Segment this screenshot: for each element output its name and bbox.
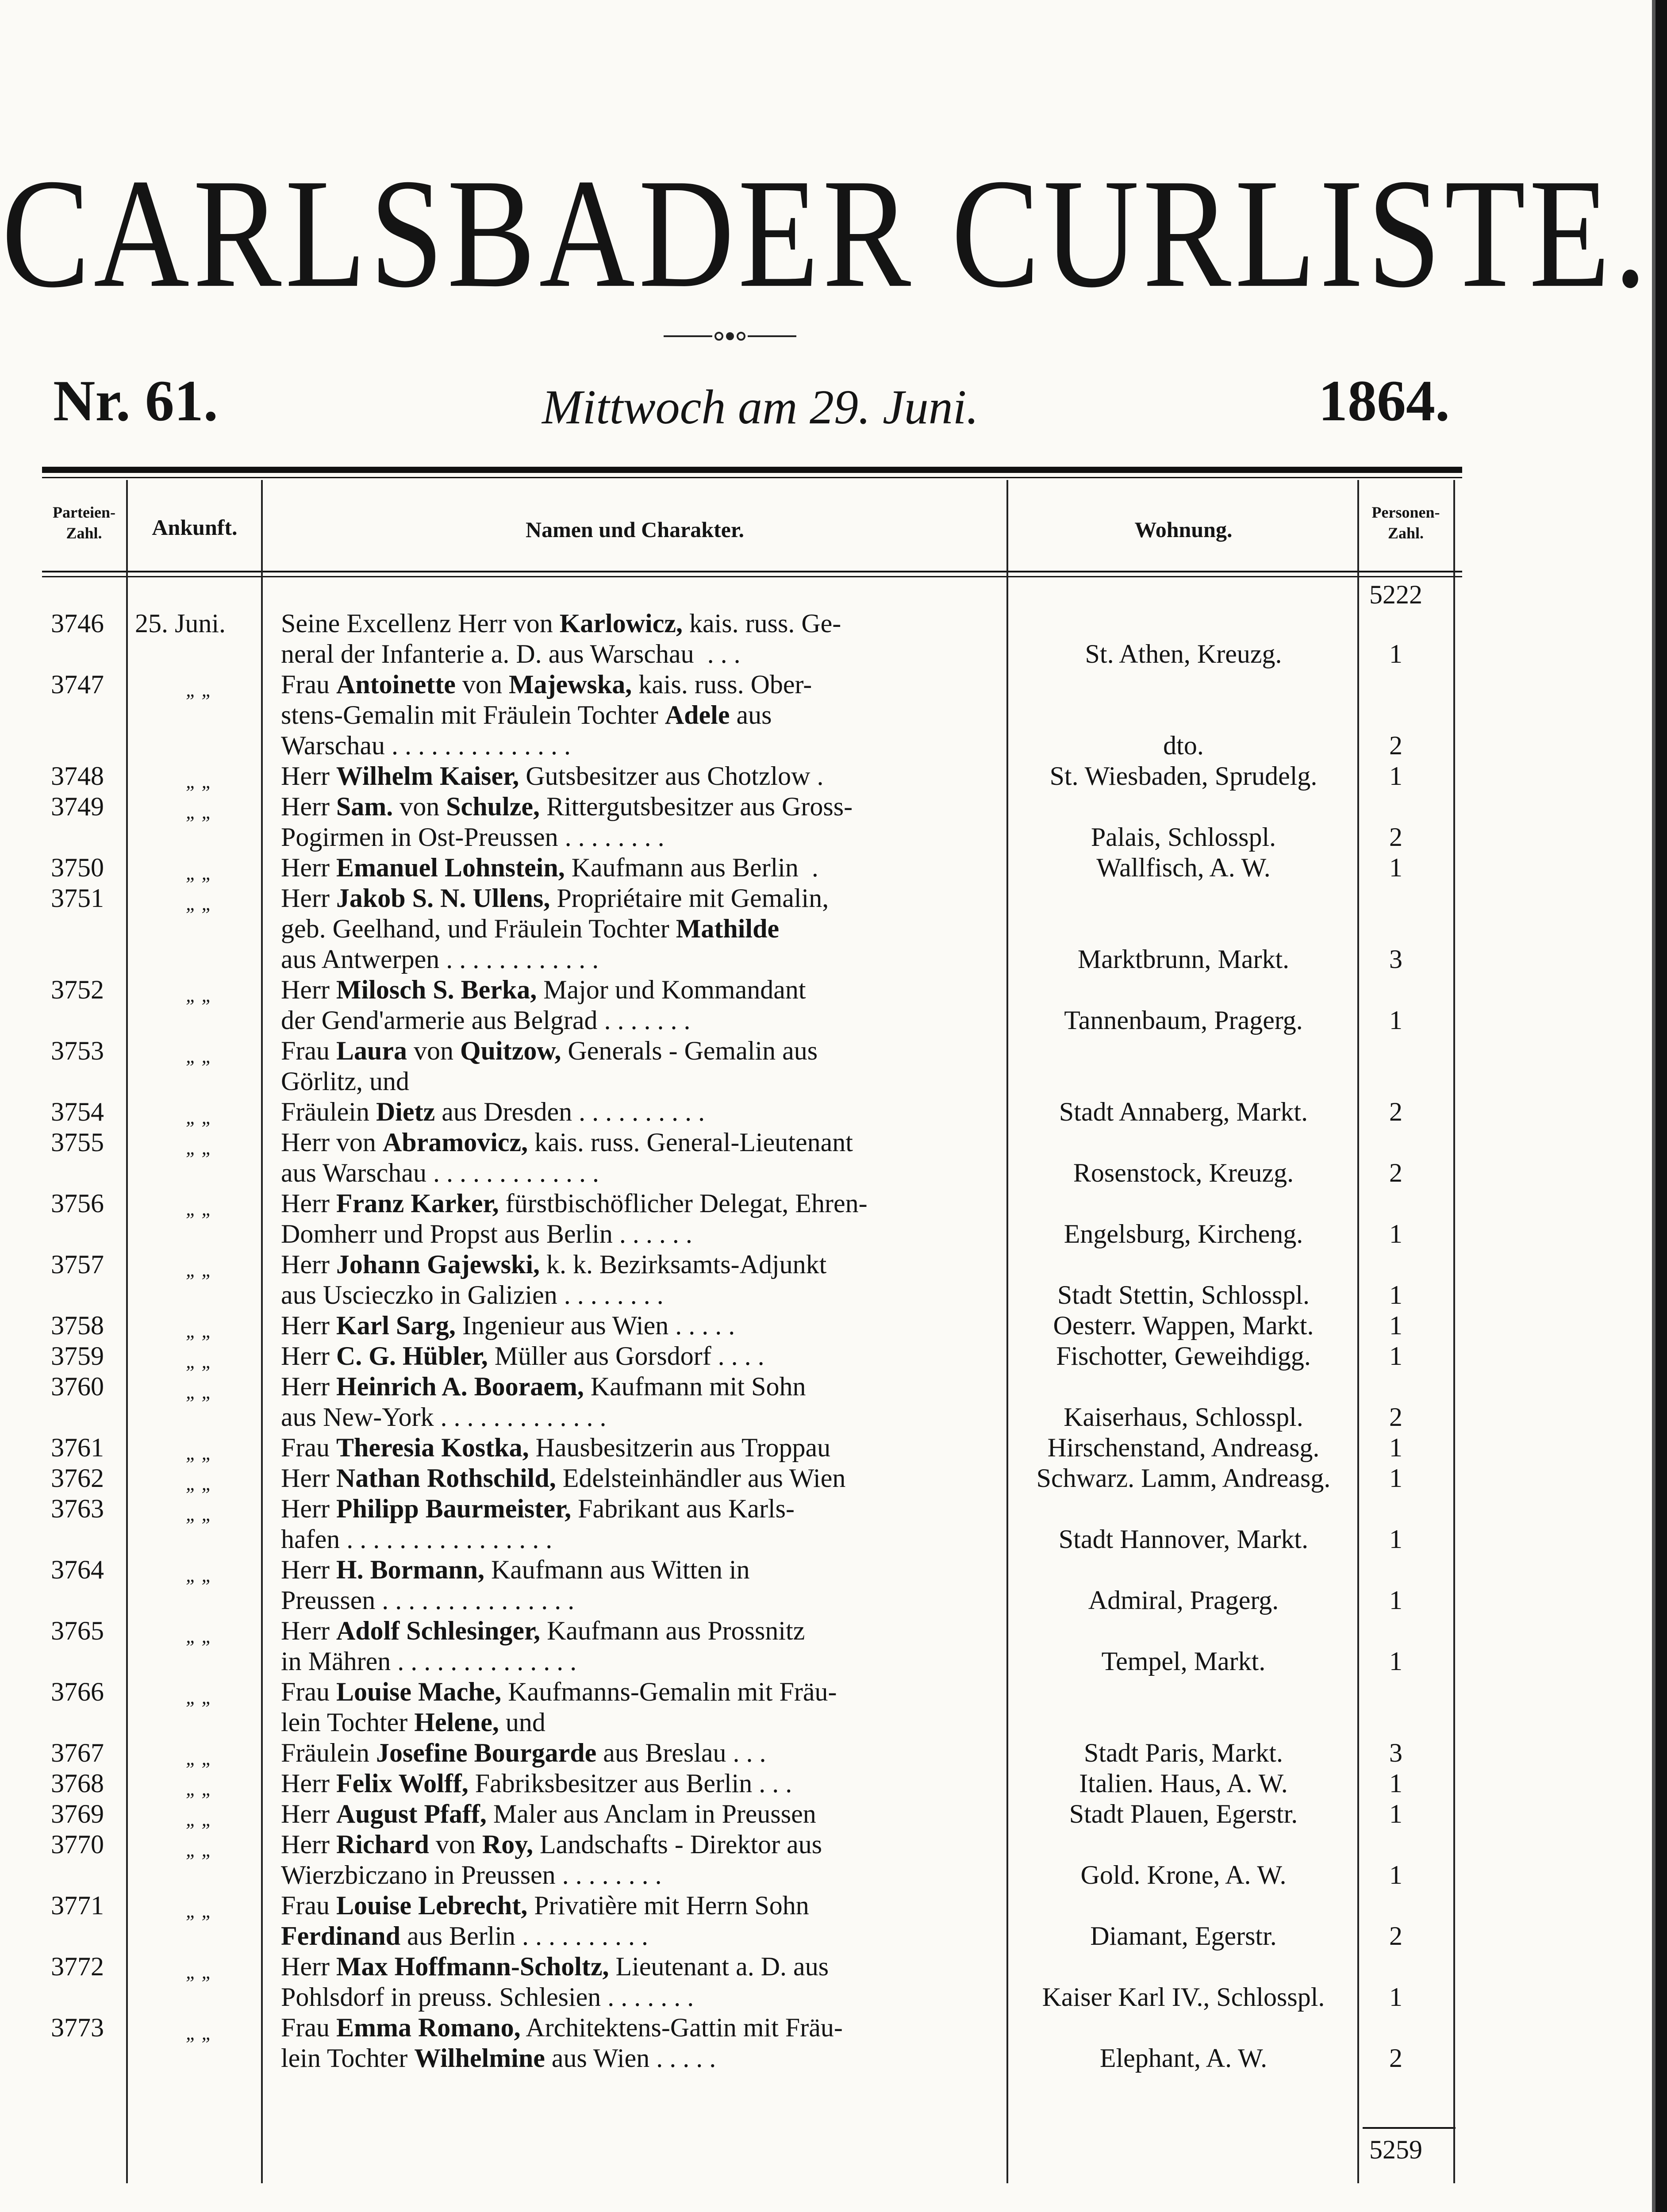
entry-persons: 1	[1389, 1586, 1402, 1615]
entry-persons: 1	[1389, 1006, 1402, 1035]
entry-arrival: „ „	[186, 1839, 212, 1861]
entry-persons: 2	[1389, 822, 1402, 852]
entry-number: 3759	[51, 1341, 104, 1371]
entry-number: 3751	[51, 883, 104, 913]
entry-name-character: Herr Franz Karker, fürstbischöflicher Delegat, Ehren- Domherr und Propst aus Berlin . . . . . .	[281, 1189, 868, 1248]
entry-number: 3764	[51, 1555, 104, 1584]
entry-arrival: „ „	[186, 1564, 212, 1586]
entry-name-character: Frau Antoinette von Majewska, kais. russ. Ober- stens-Gemalin mit Fräulein Tochter Adele aus Warschau . . . . . . . . . . . . . .	[281, 670, 812, 760]
ornament-divider	[664, 327, 796, 345]
entry-arrival: „ „	[186, 893, 212, 914]
entry-number: 3757	[51, 1250, 104, 1279]
entry-persons: 1	[1389, 1799, 1402, 1828]
entry-number: 3763	[51, 1494, 104, 1523]
entry-number: 3772	[51, 1952, 104, 1981]
entry-name-character: Herr Karl Sarg, Ingenieur aus Wien . . . . .	[281, 1311, 735, 1340]
entry-name-character: Herr Nathan Rothschild, Edelsteinhändler aus Wien	[281, 1463, 846, 1493]
issue-date: Mittwoch am 29. Juni.	[542, 380, 979, 434]
column-header-namen: Namen und Charakter.	[525, 517, 745, 542]
entry-number: 3769	[51, 1799, 104, 1828]
entry-residence: Engelsburg, Kircheng.	[1064, 1219, 1303, 1248]
entry-number: 3752	[51, 975, 104, 1004]
carry-over-total: 5222	[1369, 580, 1422, 609]
column-header-wohnung: Wohnung.	[1134, 517, 1233, 542]
entry-residence: Stadt Stettin, Schlosspl.	[1057, 1280, 1310, 1310]
entry-residence: Fischotter, Geweihdigg.	[1056, 1341, 1311, 1371]
col-line-3	[1006, 480, 1008, 2183]
entry-persons: 1	[1389, 1860, 1402, 1889]
entry-persons: 1	[1389, 1647, 1402, 1676]
entry-number: 3771	[51, 1891, 104, 1920]
entry-persons: 1	[1389, 1982, 1402, 2012]
entry-persons: 1	[1389, 761, 1402, 791]
entry-name-character: Herr Wilhelm Kaiser, Gutsbesitzer aus Chotzlow .	[281, 761, 824, 791]
entry-residence: Palais, Schlosspl.	[1091, 822, 1276, 852]
entry-persons: 2	[1389, 1158, 1402, 1187]
entry-arrival: „ „	[186, 1900, 212, 1922]
entry-persons: 3	[1389, 1738, 1402, 1767]
entry-arrival: „ „	[186, 771, 212, 792]
entry-arrival: „ „	[186, 1473, 212, 1494]
entry-name-character: Herr H. Bormann, Kaufmann aus Witten in Preussen . . . . . . . . . . . . . . .	[281, 1555, 750, 1615]
entry-persons: 1	[1389, 1341, 1402, 1371]
entry-number: 3760	[51, 1372, 104, 1401]
entry-number: 3765	[51, 1616, 104, 1645]
entry-arrival: „ „	[186, 801, 212, 823]
entry-name-character: Frau Laura von Quitzow, Generals - Gemalin aus Görlitz, und	[281, 1036, 818, 1096]
entry-residence: St. Athen, Kreuzg.	[1085, 639, 1282, 668]
entry-persons: 1	[1389, 1219, 1402, 1248]
entry-persons: 1	[1389, 1280, 1402, 1310]
entry-arrival: „ „	[186, 1961, 212, 1983]
entry-arrival: „ „	[186, 984, 212, 1006]
issue-number: Nr. 61.	[53, 368, 218, 433]
entry-name-character: Frau Theresia Kostka, Hausbesitzerin aus Troppau	[281, 1433, 831, 1462]
entry-arrival: „ „	[186, 1625, 212, 1647]
entry-persons: 1	[1389, 1463, 1402, 1493]
entry-persons: 3	[1389, 945, 1402, 974]
entry-persons: 1	[1389, 1433, 1402, 1462]
entry-persons: 2	[1389, 1402, 1402, 1432]
entry-arrival: „ „	[186, 1686, 212, 1708]
entry-name-character: Herr Sam. von Schulze, Rittergutsbesitzer aus Gross- Pogirmen in Ost-Preussen . . . . . . . .	[281, 792, 853, 852]
column-header-parteien: Parteien-Zahl.	[53, 503, 115, 542]
entry-number: 3766	[51, 1677, 104, 1706]
entry-residence: Italien. Haus, A. W.	[1079, 1769, 1288, 1798]
entry-residence: Gold. Krone, A. W.	[1080, 1860, 1287, 1889]
entry-residence: Marktbrunn, Markt.	[1077, 945, 1290, 974]
entry-number: 3754	[51, 1097, 104, 1126]
page-title: CARLSBADER CURLISTE.	[1, 146, 1651, 320]
entry-arrival: „ „	[186, 1747, 212, 1769]
entry-residence: Admiral, Pragerg.	[1088, 1586, 1279, 1615]
entry-name-character: Seine Excellenz Herr von Karlowicz, kais. russ. Ge- neral der Infanterie a. D. aus Warschau . . .	[281, 609, 841, 668]
entry-arrival: „ „	[186, 1503, 212, 1525]
entry-name-character: Herr Philipp Baurmeister, Fabrikant aus Karls- hafen . . . . . . . . . . . . . . . .	[281, 1494, 795, 1554]
entry-name-character: Frau Emma Romano, Architektens-Gattin mit Fräu- lein Tochter Wilhelmine aus Wien . . . . .	[281, 2013, 843, 2073]
entry-arrival: „ „	[186, 1045, 212, 1067]
book-spine-edge	[1655, 0, 1667, 2212]
entry-persons: 2	[1389, 1921, 1402, 1951]
entry-arrival: „ „	[186, 1351, 212, 1372]
entry-persons: 2	[1389, 731, 1402, 760]
entry-persons: 1	[1389, 1769, 1402, 1798]
entry-arrival: „ „	[186, 2022, 212, 2044]
entry-persons: 2	[1389, 1097, 1402, 1126]
entry-residence: Tempel, Markt.	[1101, 1647, 1266, 1676]
entry-name-character: Frau Louise Lebrecht, Privatière mit Herrn Sohn Ferdinand aus Berlin . . . . . . . . . .	[281, 1891, 809, 1951]
header-bottom-rule	[42, 571, 1462, 572]
entry-number: 3773	[51, 2013, 104, 2042]
entry-number: 3762	[51, 1463, 104, 1493]
entry-name-character: Fräulein Dietz aus Dresden . . . . . . . . . .	[281, 1097, 705, 1126]
entry-name-character: Herr Heinrich A. Booraem, Kaufmann mit Sohn aus New-York . . . . . . . . . . . . .	[281, 1372, 806, 1432]
entry-residence: Wallfisch, A. W.	[1096, 853, 1271, 882]
entry-arrival: „ „	[186, 1320, 212, 1342]
entry-residence: Schwarz. Lamm, Andreasg.	[1036, 1463, 1331, 1493]
entry-residence: Kaiser Karl IV., Schlosspl.	[1042, 1982, 1325, 2012]
entry-name-character: Herr Adolf Schlesinger, Kaufmann aus Prossnitz in Mähren . . . . . . . . . . . . . .	[281, 1616, 805, 1676]
entry-residence: Hirschenstand, Andreasg.	[1047, 1433, 1320, 1462]
entry-number: 3746	[51, 609, 104, 638]
entry-number: 3748	[51, 761, 104, 791]
entry-number: 3758	[51, 1311, 104, 1340]
entry-number: 3761	[51, 1433, 104, 1462]
entry-residence: Stadt Plauen, Egerstr.	[1069, 1799, 1298, 1828]
entry-residence: Elephant, A. W.	[1099, 2043, 1268, 2073]
book-spine-shadow	[1652, 0, 1655, 2212]
entry-arrival: „ „	[186, 1198, 212, 1220]
entry-name-character: Herr Milosch S. Berka, Major und Kommandant der Gend'armerie aus Belgrad . . . . . . .	[281, 975, 806, 1035]
issue-year: 1864.	[1318, 368, 1450, 433]
entry-number: 3756	[51, 1189, 104, 1218]
entry-number: 3767	[51, 1738, 104, 1767]
header-bottom-rule-2	[42, 576, 1462, 577]
col-line-1	[126, 480, 128, 2183]
column-header-personen: Personen-Zahl.	[1371, 503, 1440, 542]
col-line-5	[1453, 480, 1455, 2183]
entry-residence: Stadt Hannover, Markt.	[1058, 1525, 1309, 1554]
col-line-4	[1357, 480, 1359, 2183]
entry-arrival: „ „	[186, 862, 212, 884]
table-top-rule-thin	[42, 477, 1462, 478]
entry-arrival: „ „	[186, 679, 212, 701]
entry-persons: 1	[1389, 853, 1402, 882]
entry-name-character: Herr Johann Gajewski, k. k. Bezirksamts-Adjunkt aus Uscieczko in Galizien . . . . . . . .	[281, 1250, 827, 1310]
entry-residence: Stadt Paris, Markt.	[1084, 1738, 1283, 1767]
sum-rule-bottom	[1363, 2127, 1456, 2129]
entry-arrival: „ „	[186, 1809, 212, 1830]
entry-arrival: „ „	[186, 1137, 212, 1159]
table-top-rule	[42, 467, 1462, 473]
entry-name-character: Herr Emanuel Lohnstein, Kaufmann aus Berlin .	[281, 853, 818, 882]
entry-residence: Diamant, Egerstr.	[1090, 1921, 1277, 1951]
entry-arrival: „ „	[186, 1778, 212, 1800]
entry-residence: dto.	[1163, 731, 1204, 760]
entry-name-character: Herr Richard von Roy, Landschafts - Direktor aus Wierzbiczano in Preussen . . . . . . . .	[281, 1830, 822, 1889]
entry-name-character: Frau Louise Mache, Kaufmanns-Gemalin mit Fräu- lein Tochter Helene, und	[281, 1677, 837, 1737]
entry-number: 3768	[51, 1769, 104, 1798]
entry-arrival: 25. Juni.	[135, 609, 226, 638]
entry-name-character: Herr von Abramovicz, kais. russ. General-Lieutenant aus Warschau . . . . . . . . . . . . .	[281, 1128, 853, 1187]
entry-residence: Kaiserhaus, Schlosspl.	[1064, 1402, 1303, 1432]
entry-number: 3753	[51, 1036, 104, 1065]
entry-residence: Rosenstock, Kreuzg.	[1073, 1158, 1294, 1187]
entry-residence: Oesterr. Wappen, Markt.	[1053, 1311, 1314, 1340]
entry-name-character: Herr August Pfaff, Maler aus Anclam in Preussen	[281, 1799, 816, 1828]
entry-arrival: „ „	[186, 1259, 212, 1281]
entry-arrival: „ „	[186, 1106, 212, 1128]
entry-name-character: Fräulein Josefine Bourgarde aus Breslau . . .	[281, 1738, 766, 1767]
final-total: 5259	[1369, 2135, 1422, 2164]
entry-name-character: Herr Felix Wolff, Fabriksbesitzer aus Berlin . . .	[281, 1769, 792, 1798]
entry-name-character: Herr Jakob S. N. Ullens, Propriétaire mit Gemalin, geb. Geelhand, und Fräulein Tochter Mathilde aus Antwerpen . . . . . . . . . . . .	[281, 883, 829, 974]
entry-number: 3749	[51, 792, 104, 821]
entry-name-character: Herr Max Hoffmann-Scholtz, Lieutenant a. D. aus Pohlsdorf in preuss. Schlesien . . . . . . .	[281, 1952, 829, 2012]
entry-persons: 1	[1389, 1311, 1402, 1340]
entry-name-character: Herr C. G. Hübler, Müller aus Gorsdorf . . . .	[281, 1341, 764, 1371]
entry-number: 3770	[51, 1830, 104, 1859]
entry-arrival: „ „	[186, 1381, 212, 1403]
entry-number: 3755	[51, 1128, 104, 1157]
entry-number: 3750	[51, 853, 104, 882]
entry-number: 3747	[51, 670, 104, 699]
entry-residence: Tannenbaum, Pragerg.	[1064, 1006, 1303, 1035]
entry-persons: 1	[1389, 1525, 1402, 1554]
entry-persons: 2	[1389, 2043, 1402, 2073]
entry-residence: St. Wiesbaden, Sprudelg.	[1049, 761, 1317, 791]
entry-persons: 1	[1389, 639, 1402, 668]
entry-residence: Stadt Annaberg, Markt.	[1059, 1097, 1308, 1126]
entry-arrival: „ „	[186, 1442, 212, 1464]
column-header-ankunft: Ankunft.	[152, 515, 238, 540]
